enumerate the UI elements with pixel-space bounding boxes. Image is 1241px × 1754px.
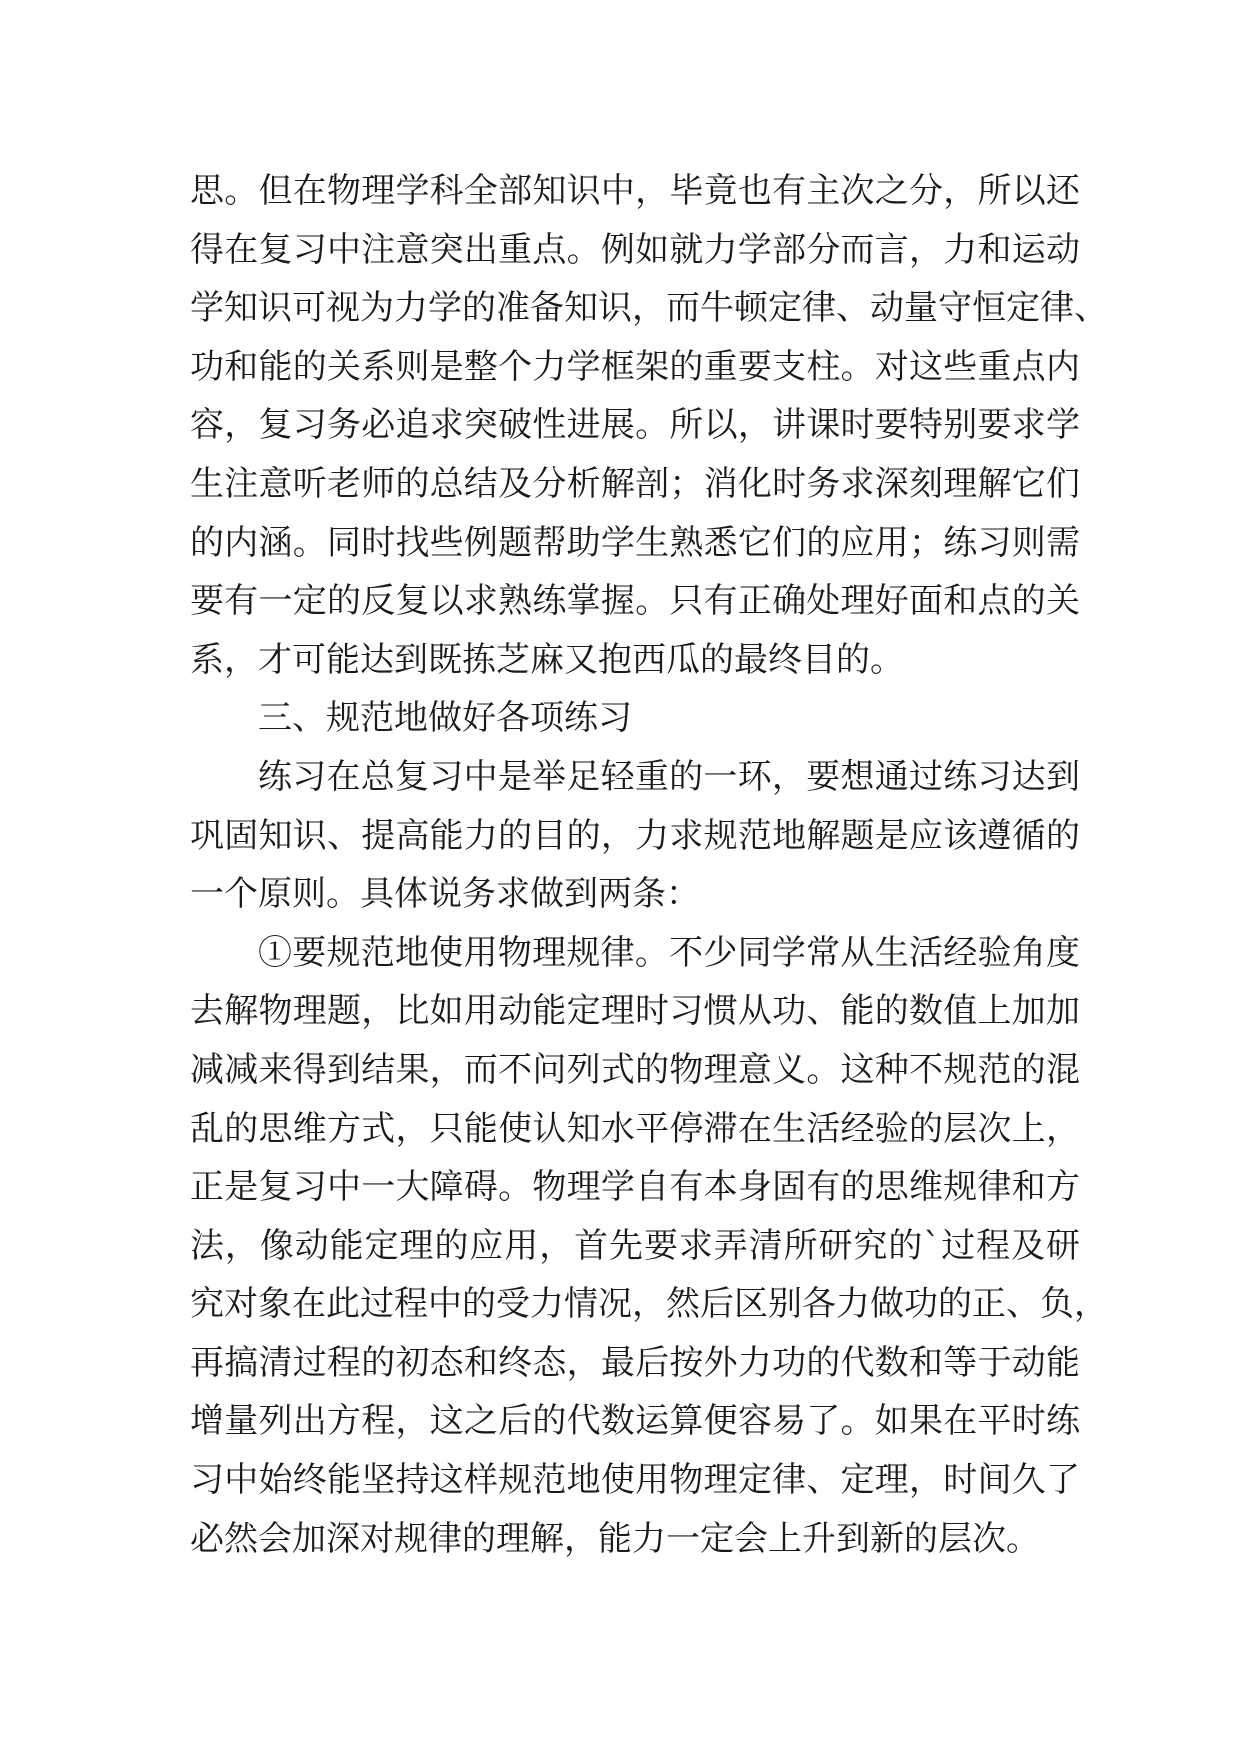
text-line: 增量列出方程，这之后的代数运算便容易了。如果在平时练 xyxy=(190,1401,1080,1442)
text-line: 再搞清过程的初态和终态，最后按外力功的代数和等于动能 xyxy=(190,1342,1080,1383)
text-line: 思。但在物理学科全部知识中，毕竟也有主次之分，所以还 xyxy=(190,171,1080,211)
text-line: 容，复习务必追求突破性进展。所以，讲课时要特别要求学 xyxy=(190,405,1080,446)
text-line: 正是复习中一大障碍。物理学自有本身固有的思维规律和方 xyxy=(190,1167,1080,1208)
text-line: 习中始终能坚持这样规范地使用物理定律、定理，时间久了 xyxy=(190,1460,1080,1501)
text-line: 巩固知识、提高能力的目的，力求规范地解题是应该遵循的 xyxy=(190,815,1080,856)
text-line: 练习在总复习中是举足轻重的一环，要想通过练习达到 xyxy=(258,756,1080,797)
text-line: 系，才可能达到既拣芝麻又抱西瓜的最终目的。 xyxy=(190,639,904,680)
text-line: 究对象在此过程中的受力情况，然后区别各力做功的正、负， xyxy=(190,1284,1108,1325)
text-line: 的内涵。同时找些例题帮助学生熟悉它们的应用；练习则需 xyxy=(190,522,1080,563)
text-line: 要有一定的反复以求熟练掌握。只有正确处理好面和点的关 xyxy=(190,581,1080,622)
text-line: 去解物理题，比如用动能定理时习惯从功、能的数值上加加 xyxy=(190,991,1080,1032)
text-line: ①要规范地使用物理规律。不少同学常从生活经验角度 xyxy=(258,932,1080,973)
text-line: 得在复习中注意突出重点。例如就力学部分而言，力和运动 xyxy=(190,229,1080,270)
text-line: 功和能的关系则是整个力学框架的重要支柱。对这些重点内 xyxy=(190,346,1080,387)
section-heading: 三、规范地做好各项练习 xyxy=(258,698,632,739)
text-line: 生注意听老师的总结及分析解剖；消化时务求深刻理解它们 xyxy=(190,463,1080,504)
text-line: 减减来得到结果，而不问列式的物理意义。这种不规范的混 xyxy=(190,1049,1080,1090)
text-line: 乱的思维方式，只能使认知水平停滞在生活经验的层次上， xyxy=(190,1108,1080,1149)
body-text xyxy=(190,162,1108,1568)
text-line: 法，像动能定理的应用，首先要求弄清所研究的`过程及研 xyxy=(190,1225,1080,1266)
text-line: 学知识可视为力学的准备知识，而牛顿定律、动量守恒定律、 xyxy=(190,288,1108,329)
text-line: 必然会加深对规律的理解，能力一定会上升到新的层次。 xyxy=(190,1518,1040,1559)
text-line: 一个原则。具体说务求做到两条： xyxy=(190,874,700,915)
